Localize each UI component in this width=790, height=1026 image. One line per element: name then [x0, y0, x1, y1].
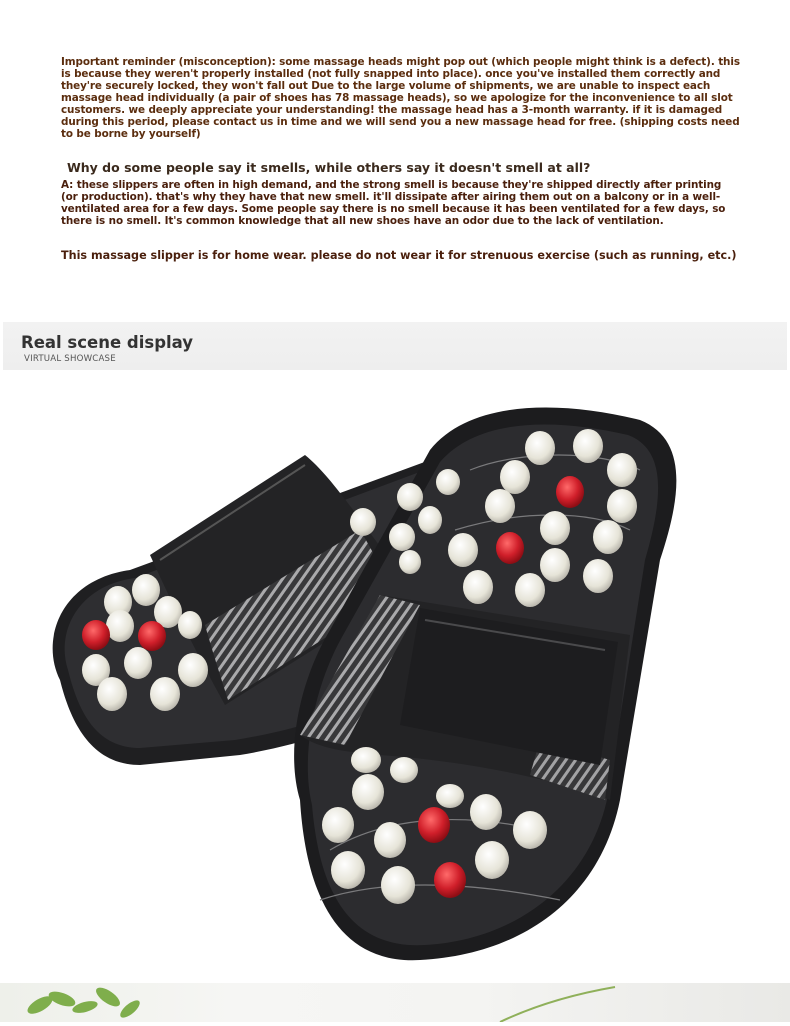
smell-question-heading: Why do some people say it smells, while others say it doesn't smell at all?	[67, 160, 591, 175]
section-banner	[3, 322, 787, 370]
section-title: Real scene display	[21, 333, 194, 352]
smell-answer-paragraph: A: these slippers are often in high demand, and the strong smell is because they're shipped directly after printing (or production). that's why they have that new smell. it'll dissipate after airing them out on a balcony or in a well-ventilated area for a few days. Some people say there is no smell because it has been ventilated for a few days, so there is no smell. It's common knowledge that all new shoes have an odor due to the lack of ventilation.	[61, 179, 726, 227]
notes-section	[61, 56, 741, 262]
reminder-paragraph: Important reminder (misconception): some massage heads might pop out (which people might think is a defect). this is because they weren't properly installed (not fully snapped into place). once you've installed them correctly and they're securely locked, they won't fall out Due to the large volume of shipments, we are unable to inspect each massage head individually (a pair of shoes has 78 massage heads), so we apologize for the inconvenience to all slot customers. we deeply appreciate your understanding! the massage head has a 3-month warranty. if it is damaged during this period, please contact us in time and we will send you a new massage head for free. (shipping costs need to be borne by yourself)	[61, 56, 740, 140]
section-subtitle: VIRTUAL SHOWCASE	[24, 354, 116, 364]
home-wear-note: This massage slipper is for home wear. please do not wear it for strenuous exercise (such as running, etc.)	[61, 249, 737, 262]
slipper-photo	[0, 380, 790, 980]
next-photo-strip	[0, 983, 790, 1022]
plant-decoration	[0, 983, 790, 1022]
